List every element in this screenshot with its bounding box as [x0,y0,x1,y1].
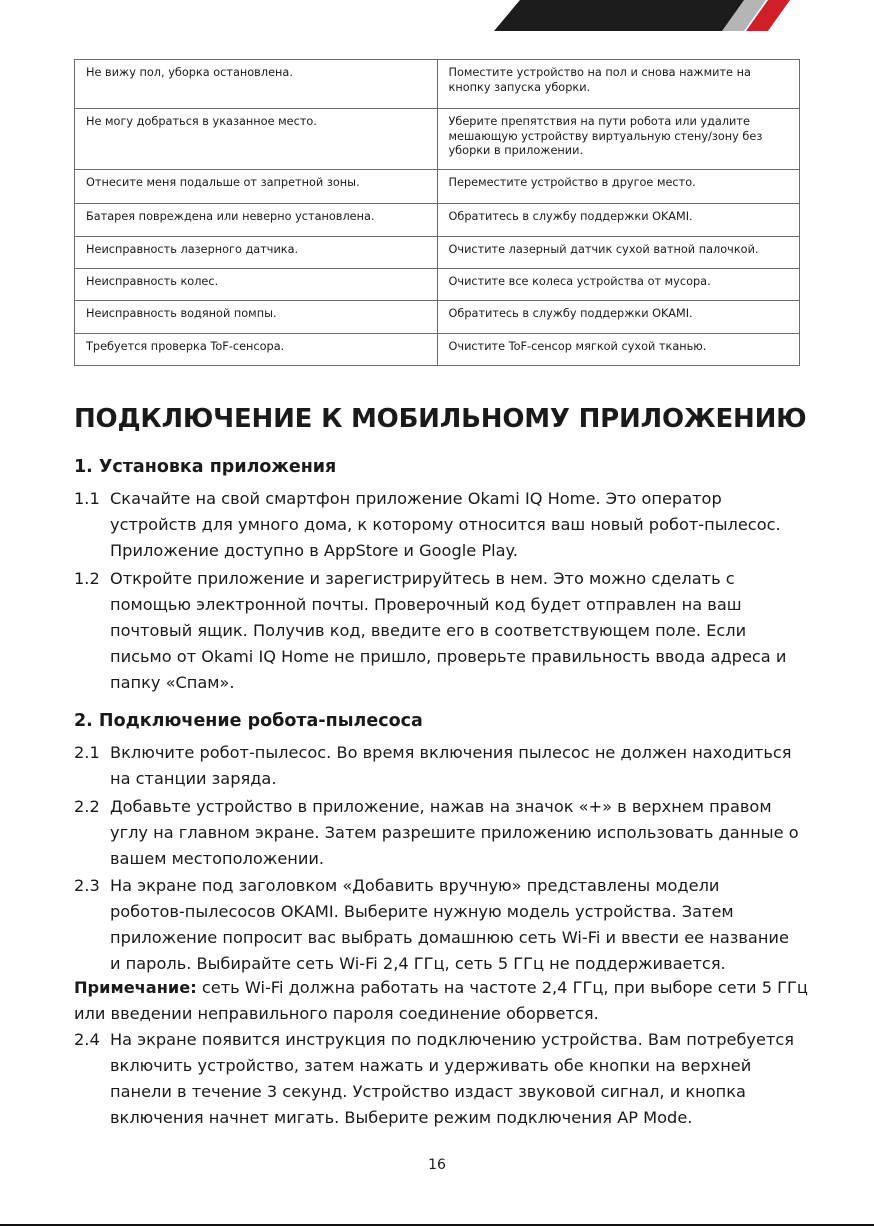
item-line: включения начнет мигать. Выберите режим подключения AP Mode. [110,1108,693,1127]
list-item [74,486,809,564]
problem-cell: Отнесите меня подальше от запретной зоны. [75,170,438,204]
problem-cell: Требуется проверка ToF-сенсора. [75,334,438,366]
item-line: Приложение доступно в AppStore и Google Play. [110,541,518,560]
troubleshooting-table [74,59,800,366]
problem-cell: Неисправность лазерного датчика. [75,237,438,269]
item-line: на станции заряда. [110,769,277,788]
problem-cell: Не могу добраться в указанное место. [75,109,438,170]
table-row [75,204,800,237]
item-line: папку «Спам». [110,673,235,692]
list-item [74,1027,809,1131]
table-row [75,301,800,334]
item-number: 2.3 [74,876,100,895]
item-line: приложение попросит вас выбрать домашнюю сеть Wi-Fi и ввести ее название [110,928,789,947]
section-2-title: 2. Подключение робота-пылесоса [74,711,423,731]
list-item [74,794,809,872]
header-decor-black-stripe [494,0,762,31]
solution-cell: Очистите все колеса устройства от мусора. [437,269,800,301]
page-number: 16 [428,1157,446,1173]
table-row [75,237,800,269]
item-line: почтовый ящик. Получив код, введите его в соответствующем поле. Если [110,621,747,640]
table-row [75,60,800,109]
problem-cell: Неисправность водяной помпы. [75,301,438,334]
problem-cell: Неисправность колес. [75,269,438,301]
item-line: помощью электронной почты. Проверочный код будет отправлен на ваш [110,595,742,614]
section-1-title: 1. Установка приложения [74,457,337,477]
item-line: На экране под заголовком «Добавить вручную» представлены модели [110,876,720,895]
solution-cell: Очистите лазерный датчик сухой ватной палочкой. [437,237,800,269]
item-line: Включите робот-пылесос. Во время включения пылесос не должен находиться [110,743,792,762]
item-line: устройств для умного дома, к которому относится ваш новый робот-пылесос. [110,515,781,534]
table-row [75,109,800,170]
solution-cell: Очистите ToF-сенсор мягкой сухой тканью. [437,334,800,366]
table-row [75,334,800,366]
solution-cell: Обратитесь в службу поддержки OKAMI. [437,301,800,334]
item-line: Откройте приложение и зарегистрируйтесь в нем. Это можно сделать с [110,569,735,588]
item-line: вашем местоположении. [110,849,325,868]
item-line: роботов-пылесосов OKAMI. Выберите нужную модель устройства. Затем [110,902,734,921]
item-line: панели в течение 3 секунд. Устройство издаст звуковой сигнал, и кнопка [110,1082,746,1101]
note-text: сеть Wi-Fi должна работать на частоте 2,4 ГГц, при выборе сети 5 ГГц [196,978,808,997]
item-number: 2.1 [74,743,100,762]
note-block [74,975,809,1027]
item-number: 1.1 [74,489,100,508]
problem-cell: Не вижу пол, уборка остановлена. [75,60,438,109]
list-item [74,873,809,977]
solution-cell: Обратитесь в службу поддержки OKAMI. [437,204,800,237]
item-line: На экране появится инструкция по подключению устройства. Вам потребуется [110,1030,795,1049]
problem-cell: Батарея повреждена или неверно установлена. [75,204,438,237]
table-row [75,170,800,204]
item-number: 1.2 [74,569,100,588]
page-heading: ПОДКЛЮЧЕНИЕ К МОБИЛЬНОМУ ПРИЛОЖЕНИЮ [74,404,807,434]
item-line: включить устройство, затем нажать и удерживать обе кнопки на верхней [110,1056,752,1075]
solution-cell: Уберите препятствия на пути робота или удалите мешающую устройству виртуальную стену/зону без уборки в приложении. [437,109,800,170]
item-number: 2.4 [74,1030,100,1049]
solution-cell: Поместите устройство на пол и снова нажмите на кнопку запуска уборки. [437,60,800,109]
list-item [74,566,809,696]
item-number: 2.2 [74,797,100,816]
item-line: Скачайте на свой смартфон приложение Okami IQ Home. Это оператор [110,489,722,508]
note-label: Примечание: [74,978,197,997]
table-row [75,269,800,301]
item-line: углу на главном экране. Затем разрешите приложению использовать данные о [110,823,799,842]
note-text: или введении неправильного пароля соединение оборвется. [74,1004,599,1023]
solution-cell: Переместите устройство в другое место. [437,170,800,204]
item-line: Добавьте устройство в приложение, нажав на значок «+» в верхнем правом [110,797,772,816]
list-item [74,740,809,792]
item-line: и пароль. Выбирайте сеть Wi-Fi 2,4 ГГц, сеть 5 ГГц не поддерживается. [110,954,726,973]
item-line: письмо от Okami IQ Home не пришло, проверьте правильность ввода адреса и [110,647,787,666]
